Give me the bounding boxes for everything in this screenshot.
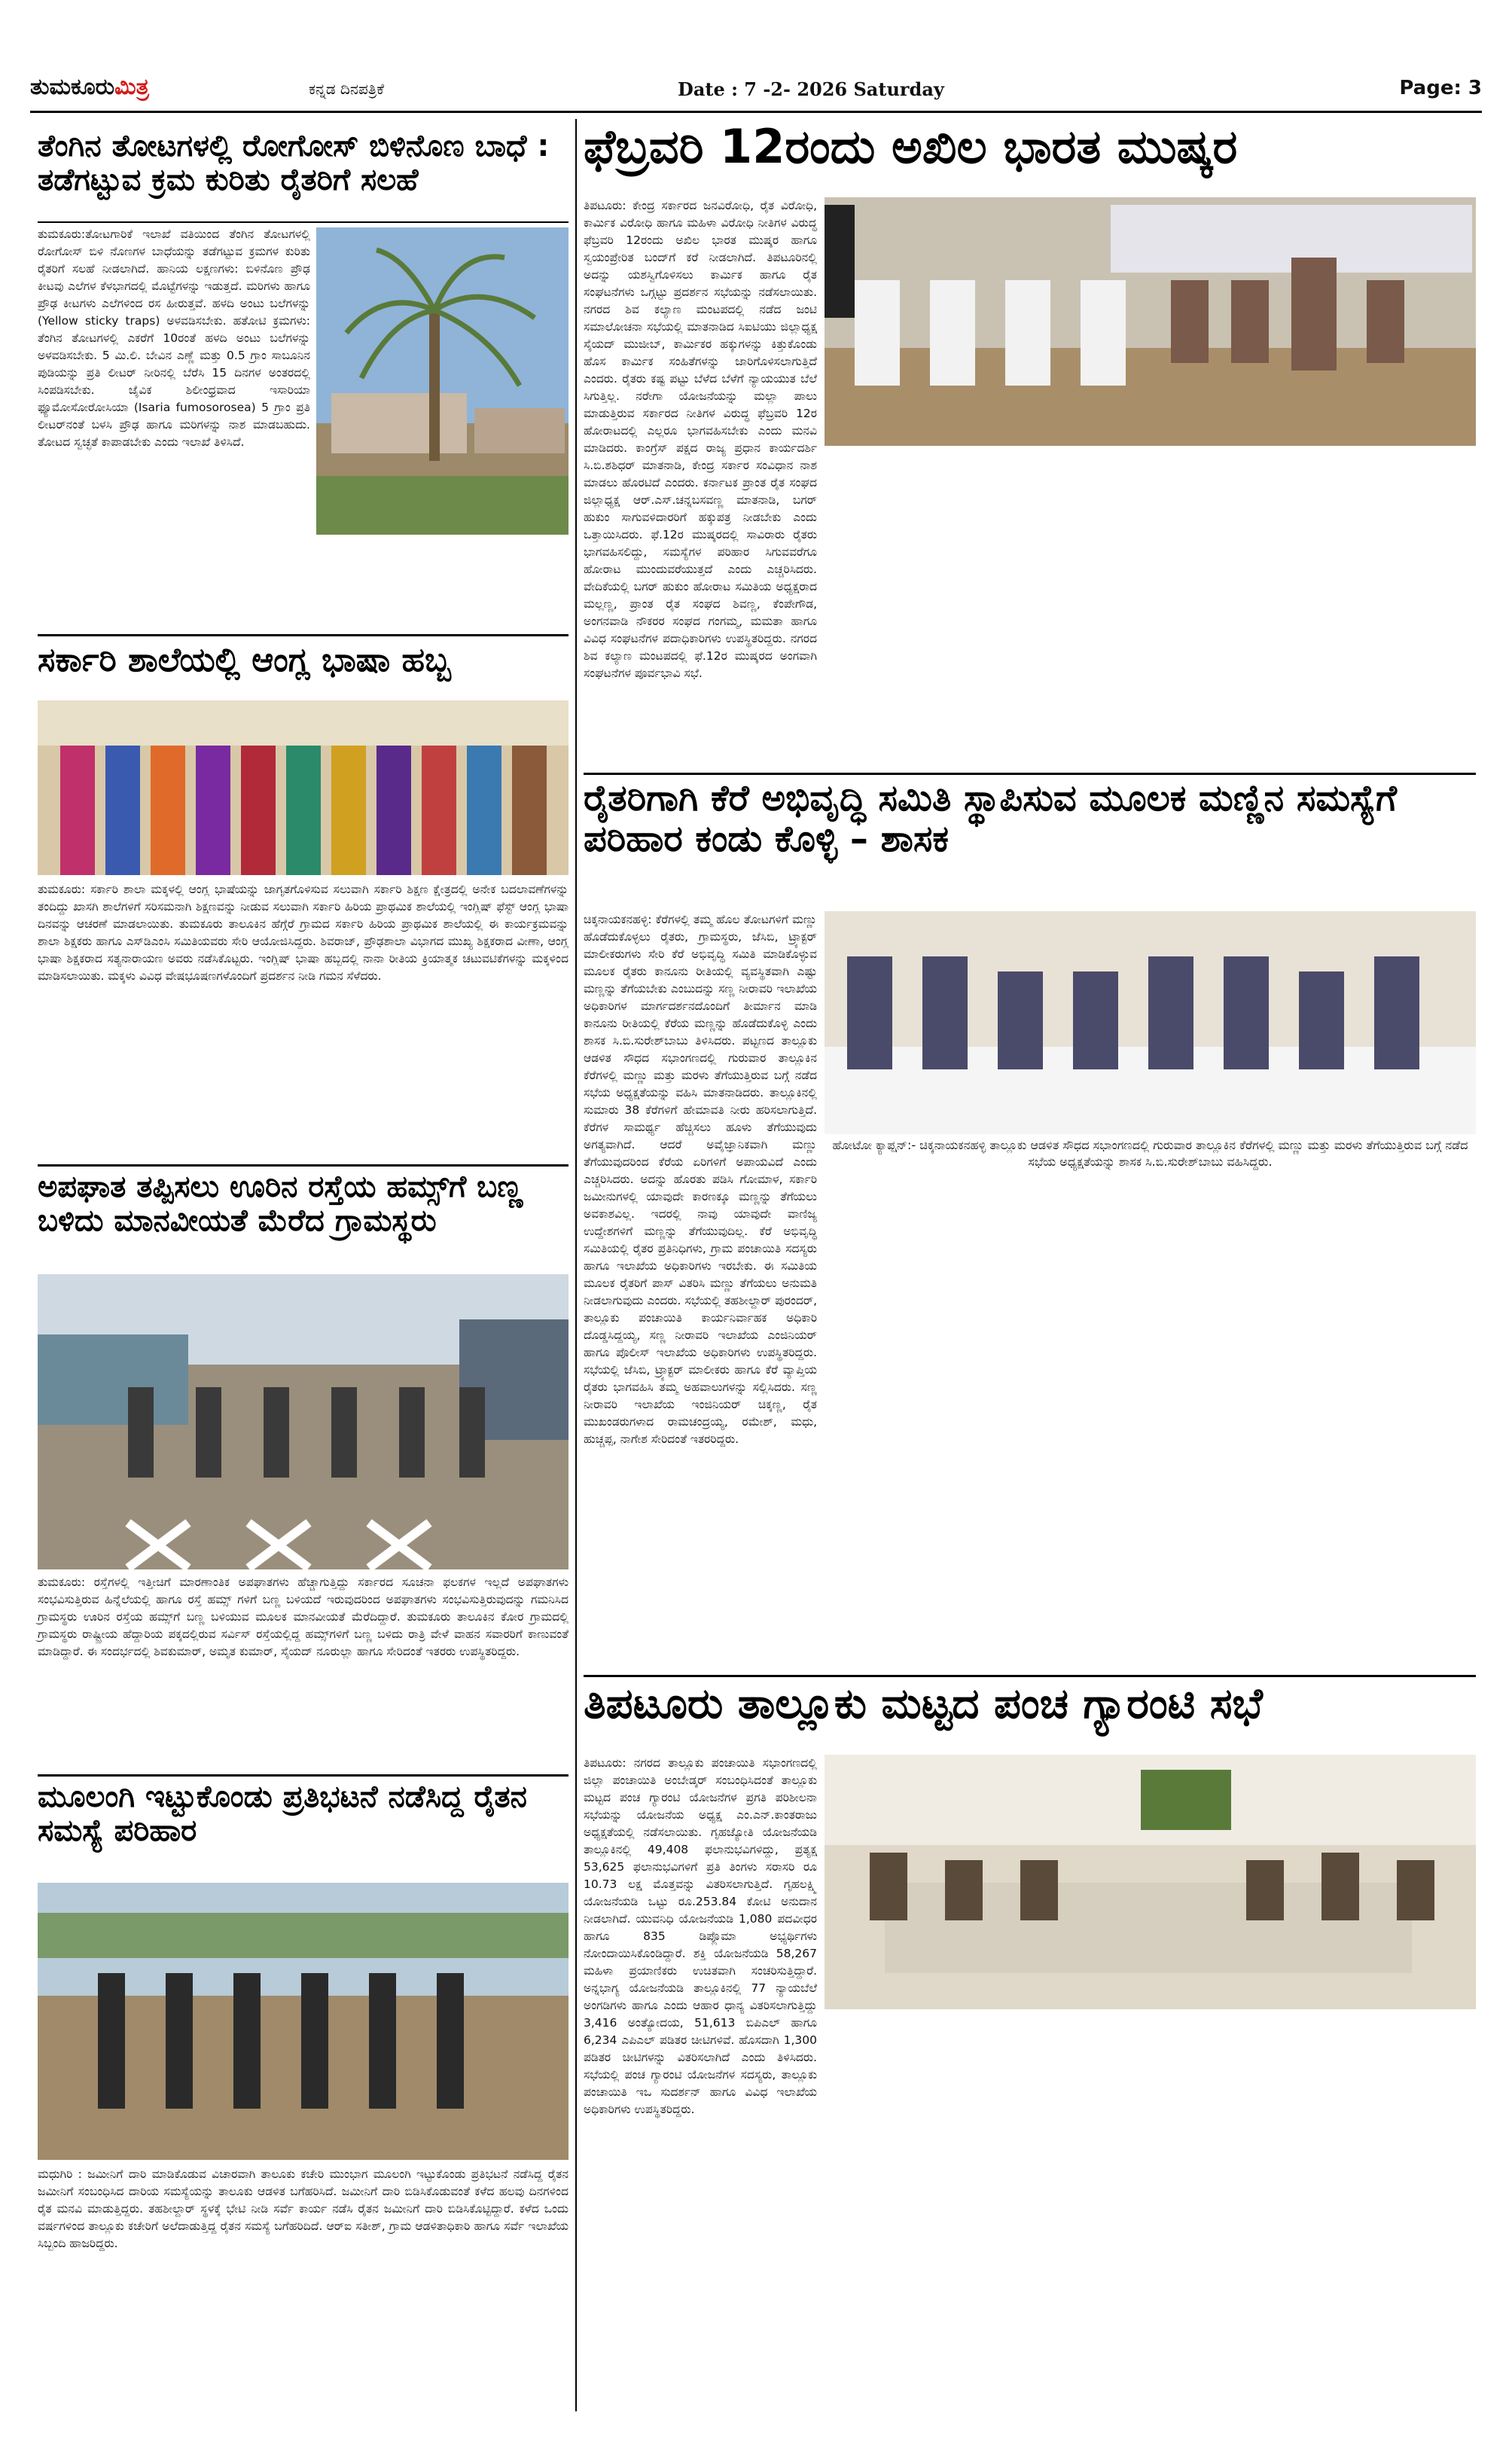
divider [38,1774,569,1777]
divider [584,773,1476,775]
divider [38,221,569,223]
coconut-headline: ತೆಂಗಿನ ತೋಟಗಳಲ್ಲಿ ರೋಗೋಸ್ ಬಿಳಿನೊಣ ಬಾಧೆ : ತಡೆಗಟ್ಟುವ ಕ್ರಮ ಕುರಿತು ರೈತರಿಗೆ ಸಲಹೆ [38,129,550,197]
tagline: ಕನ್ನಡ ದಿನಪತ್ರಿಕೆ [309,80,385,98]
strike-headline: ಫೆಬ್ರವರಿ 12ರಂದು ಅಖಿಲ ಭಾರತ ಮುಷ್ಕರ [584,119,1238,174]
road-body: ತುಮಕೂರು: ರಸ್ತೆಗಳಲ್ಲಿ ಇತ್ತೀಚಿಗೆ ಮಾರಣಾಂತಿಕ ಅಪಘಾತಗಳು ಹೆಚ್ಚಾಗುತ್ತಿದ್ದು ಸರ್ಕಾರದ ಸೂಚನಾ ಫಲಕಗಳ ಇಲ್ಲದೆ ಅಪಘಾತಗಳು ಸಂಭವಿಸುತ್ತಿರುವ ಹಿನ್ನೆಲೆಯಲ್ಲಿ ಹಾಗೂ ರಸ್ತೆ ಹಮ್ಸ್ ಗಳಿಗೆ ಬಣ್ಣ ಬಳಿಯದೆ ಇರುವುದರಿಂದ ಅಪಘಾತಗಳು ಸಂಭವಿಸುತ್ತಿರುವುದನ್ನು ಗಮನಿಸಿದ ಗ್ರಾಮಸ್ಥರು ಊರಿನ ರಸ್ತೆಯ ಹಮ್ಸ್‌ಗೆ ಬಣ್ಣ ಬಳಿಯುವ ಮೂಲಕ ಮಾನವೀಯತೆ ಮೆರೆದಿದ್ದಾರೆ. ತುಮಕೂರು ತಾಲೂಕಿನ ಕೋರ ಗ್ರಾಮದಲ್ಲಿ ಗ್ರಾಮಸ್ಥರು ರಾಷ್ಟ್ರೀಯ ಹೆದ್ದಾರಿಯ ಪಕ್ಕದಲ್ಲಿರುವ ಸರ್ವಿಸ್ ರಸ್ತೆಯಲ್ಲಿದ್ದ ಹಮ್ಸ್‌ಗಳಿಗೆ ಬಣ್ಣ ಬಳಿದು ರಾತ್ರಿ ವೇಳೆ ವಾಹನ ಸವಾರರಿಗೆ ಕಾಣುವಂತೆ ಮಾಡಿದ್ದಾರೆ. ಈ ಸಂದರ್ಭದಲ್ಲಿ ಶಿವಕುಮಾರ್, ಅಮೃತ ಕುಮಾರ್, ಸೈಯದ್ ನೂರುಲ್ಲಾ ಹಾಗೂ ಸೇರಿದಂತೆ ಇತರರು ಉಪಸ್ಥಿತರಿದ್ದರು. [38,1575,569,1658]
road-headline: ಅಪಘಾತ ತಪ್ಪಿಸಲು ಊರಿನ ರಸ್ತೆಯ ಹಮ್ಸ್‌ಗೆ ಬಣ್ಣ ಬಳಿದು ಮಾನವೀಯತೆ ಮೆರೆದ ಗ್ರಾಮಸ್ಥರು [38,1170,523,1238]
divider [584,1675,1476,1677]
lake-meeting-photo [825,911,1476,1134]
column-divider [575,119,577,2411]
radish-body: ಮಧುಗಿರಿ : ಜಮೀನಿಗೆ ದಾರಿ ಮಾಡಿಕೊಡುವ ವಿಚಾರವಾಗಿ ತಾಲೂಕು ಕಚೇರಿ ಮುಂಭಾಗ ಮೂಲಂಗಿ ಇಟ್ಟುಕೊಂಡು ಪ್ರತಿಭಟನೆ ನಡೆಸಿದ್ದ ರೈತನ ಜಮೀನಿಗೆ ಸಂಬಂಧಿಸಿದ ದಾರಿಯ ಸಮಸ್ಯೆಯನ್ನು ತಾಲೂಕು ಆಡಳಿತ ಬಗೆಹರಿಸಿದೆ. ಜಮೀನಿಗೆ ದಾರಿ ಬಿಡಿಸಿಕೊಡುವಂತೆ ಕಳೆದ ಹಲವು ದಿನಗಳಿಂದ ರೈತ ಮನವಿ ಮಾಡುತ್ತಿದ್ದರು. ತಹಶೀಲ್ದಾರ್ ಸ್ಥಳಕ್ಕೆ ಭೇಟಿ ನೀಡಿ ಸರ್ವೆ ಕಾರ್ಯ ನಡೆಸಿ ರೈತನ ಜಮೀನಿಗೆ ದಾರಿ ಬಿಡಿಸಿಕೊಟ್ಟಿದ್ದಾರೆ. ಕಳೆದ ಒಂದು ವರ್ಷಗಳಿಂದ ತಾಲ್ಲೂಕು ಕಚೇರಿಗೆ ಅಲೆದಾಡುತ್ತಿದ್ದ ರೈತನ ಸಮಸ್ಯೆ ಬಗೆಹರಿದಿದೆ. ಆರ್‌ಐ ಸತೀಶ್, ಗ್ರಾಮ ಆಡಳಿತಾಧಿಕಾರಿ ಹಾಗೂ ಸರ್ವೆ ಇಲಾಖೆಯ ಸಿಬ್ಬಂದಿ ಹಾಜರಿದ್ದರು. [38,2167,569,2250]
coconut-tree-photo [316,227,569,535]
issue-date: Date : 7 -2- 2026 Saturday [678,78,944,100]
guarantee-meeting-photo [825,1755,1476,2009]
school-headline: ಸರ್ಕಾರಿ ಶಾಲೆಯಲ್ಲಿ ಆಂಗ್ಲ ಭಾಷಾ ಹಬ್ಬ [38,641,451,679]
strike-body: ತಿಪಟೂರು: ಕೇಂದ್ರ ಸರ್ಕಾರದ ಜನವಿರೋಧಿ, ರೈತ ವಿರೋಧಿ, ಕಾರ್ಮಿಕ ವಿರೋಧಿ ಹಾಗೂ ಮಹಿಳಾ ವಿರೋಧಿ ನೀತಿಗಳ ವಿರುದ್ಧ ಫೆಬ್ರವರಿ 12ರಂದು ಅಖಿಲ ಭಾರತ ಮುಷ್ಕರ ಹಾಗೂ ಸ್ವಯಂಪ್ರೇರಿತ ಬಂದ್‌ಗೆ ಕರೆ ನೀಡಲಾಗಿದೆ. ತಿಪಟೂರಿನಲ್ಲಿ ಅದನ್ನು ಯಶಸ್ವಿಗೊಳಿಸಲು ಕಾರ್ಮಿಕ ಹಾಗೂ ರೈತ ಸಂಘಟನೆಗಳು ಒಗ್ಗಟ್ಟು ಪ್ರದರ್ಶನ ಸಭೆಯನ್ನು ನಡೆಸಲಾಯಿತು. ನಗರದ ಶಿವ ಕಲ್ಯಾಣ ಮಂಟಪದಲ್ಲಿ ನಡೆದ ಜಂಟಿ ಸಮಾಲೋಚನಾ ಸಭೆಯಲ್ಲಿ ಮಾತನಾಡಿದ ಸಿಐಟಿಯು ಜಿಲ್ಲಾಧ್ಯಕ್ಷ ಸೈಯದ್ ಮುಜೀಬ್, ಕಾರ್ಮಿಕರ ಹಕ್ಕುಗಳನ್ನು ಕಿತ್ತುಕೊಂಡು ಹೊಸ ಕಾರ್ಮಿಕ ಸಂಹಿತೆಗಳನ್ನು ಜಾರಿಗೊಳಿಸಲಾಗುತ್ತಿದೆ ಎಂದರು. ರೈತರು ಕಷ್ಟ ಪಟ್ಟು ಬೆಳೆದ ಬೆಳೆಗೆ ನ್ಯಾಯಯುತ ಬೆಲೆ ಸಿಗುತ್ತಿಲ್ಲ. ನರೇಗಾ ಯೋಜನೆಯನ್ನು ಮಲ್ಲಾ ಪಾಲು ಮಾಡುತ್ತಿರುವ ಸರ್ಕಾರದ ನೀತಿಗಳ ವಿರುದ್ಧ ಫೆಬ್ರವರಿ 12ರ ಹೋರಾಟದಲ್ಲಿ ಎಲ್ಲರೂ ಭಾಗವಹಿಸಬೇಕು ಎಂದು ಮನವಿ ಮಾಡಿದರು. ಕಾಂಗ್ರೆಸ್ ಪಕ್ಷದ ರಾಜ್ಯ ಪ್ರಧಾನ ಕಾರ್ಯದರ್ಶಿ ಸಿ.ಬಿ.ಶಶಿಧರ್ ಮಾತನಾಡಿ, ಕೇಂದ್ರ ಸರ್ಕಾರ ಸಂವಿಧಾನ ನಾಶ ಮಾಡಲು ಹೊರಟಿದೆ ಎಂದರು. ಕರ್ನಾಟಕ ಪ್ರಾಂತ ರೈತ ಸಂಘದ ಜಿಲ್ಲಾಧ್ಯಕ್ಷ ಆರ್.ಎಸ್.ಚನ್ನಬಸವಣ್ಣ ಮಾತನಾಡಿ, ಬಗರ್ ಹುಕುಂ ಸಾಗುವಳಿದಾರರಿಗೆ ಹಕ್ಕುಪತ್ರ ನೀಡಬೇಕು ಎಂದು ಒತ್ತಾಯಿಸಿದರು. ಫೆ.12ರ ಮುಷ್ಕರದಲ್ಲಿ ಸಾವಿರಾರು ರೈತರು ಭಾಗವಹಿಸಲಿದ್ದು, ಸಮಸ್ಯೆಗಳ ಪರಿಹಾರ ಸಿಗುವವರೆಗೂ ಹೋರಾಟ ಮುಂದುವರೆಯುತ್ತದೆ ಎಂದು ಎಚ್ಚರಿಸಿದರು. ವೇದಿಕೆಯಲ್ಲಿ ಬಗರ್ ಹುಕುಂ ಹೋರಾಟ ಸಮಿತಿಯ ಅಧ್ಯಕ್ಷರಾದ ಮಲ್ಲಣ್ಣ, ಪ್ರಾಂತ ರೈತ ಸಂಘದ ಶಿವಣ್ಣ, ಕೆಂಪೇಗೌಡ, ಅಂಗನವಾಡಿ ನೌಕರರ ಸಂಘದ ಗಂಗಮ್ಮ, ಮಮತಾ ಹಾಗೂ ವಿವಿಧ ಸಂಘಟನೆಗಳ ಪದಾಧಿಕಾರಿಗಳು ಉಪಸ್ಥಿತರಿದ್ದರು. ನಗರದ ಶಿವ ಕಲ್ಯಾಣ ಮಂಟಪದಲ್ಲಿ ಫೆ.12ರ ಮುಷ್ಕರದ ಅಂಗವಾಗಿ ಸಂಘಟನೆಗಳ ಪೂರ್ವಭಾವಿ ಸಭೆ. [584,199,817,680]
guarantee-headline: ತಿಪಟೂರು ತಾಲ್ಲೂಕು ಮಟ್ಟದ ಪಂಚ ಗ್ಯಾರಂಟಿ ಸಭೆ [584,1679,1263,1728]
school-students-photo [38,700,569,875]
divider [38,1164,569,1167]
lake-headline: ರೈತರಿಗಾಗಿ ಕೆರೆ ಅಭಿವೃದ್ಧಿ ಸಮಿತಿ ಸ್ಥಾಪಿಸುವ ಮೂಲಕ ಮಣ್ಣಿನ ಸಮಸ್ಯೆಗೆ ಪರಿಹಾರ ಕಂಡು ಕೊಳ್ಳಿ – ಶಾಸಕ [584,777,1397,860]
divider [38,634,569,636]
school-body: ತುಮಕೂರು: ಸರ್ಕಾರಿ ಶಾಲಾ ಮಕ್ಕಳಲ್ಲಿ ಆಂಗ್ಲ ಭಾಷೆಯನ್ನು ಜಾಗೃತಗೊಳಿಸುವ ಸಲುವಾಗಿ ಸರ್ಕಾರಿ ಶಿಕ್ಷಣ ಕ್ಷೇತ್ರದಲ್ಲಿ ಅನೇಕ ಬದಲಾವಣೆಗಳನ್ನು ತಂದಿದ್ದು ಖಾಸಗಿ ಶಾಲೆಗಳಿಗೆ ಸರಿಸಮನಾಗಿ ಶಿಕ್ಷಣವನ್ನು ನೀಡುವ ಸಲುವಾಗಿ ಸರ್ಕಾರಿ ಹಿರಿಯ ಪ್ರಾಥಮಿಕ ಶಾಲೆಯಲ್ಲಿ ಇಂಗ್ಲಿಷ್ ಫೆಸ್ಟ್ ಆಂಗ್ಲ ಭಾಷಾ ದಿನವನ್ನು ಆಚರಣೆ ಮಾಡಲಾಯಿತು. ತುಮಕೂರು ತಾಲೂಕಿನ ಹೆಗ್ಗೆರೆ ಗ್ರಾಮದ ಸರ್ಕಾರಿ ಹಿರಿಯ ಪ್ರಾಥಮಿಕ ಶಾಲೆಯಲ್ಲಿ ಈ ಕಾರ್ಯಕ್ರಮವನ್ನು ಶಾಲಾ ಶಿಕ್ಷಕರು ಹಾಗೂ ಎಸ್‌ಡಿಎಂಸಿ ಸಮಿತಿಯವರು ಸೇರಿ ಆಯೋಜಿಸಿದ್ದರು. ಶಿವರಾಜ್, ಪ್ರೌಢಶಾಲಾ ವಿಭಾಗದ ಮುಖ್ಯ ಶಿಕ್ಷಕರಾದ ವೀಣಾ, ಆಂಗ್ಲ ಭಾಷಾ ಶಿಕ್ಷಕರಾದ ಸತ್ಯನಾರಾಯಣ ಅವರು ನಡೆಸಿಕೊಟ್ಟರು. ಇಂಗ್ಲಿಷ್ ಭಾಷಾ ಹಬ್ಬದಲ್ಲಿ ನಾನಾ ರೀತಿಯ ಕ್ರಿಯಾತ್ಮಕ ಚಟುವಟಿಕೆಗಳನ್ನು ಮಕ್ಕಳಿಂದ ಮಾಡಿಸಲಾಯಿತು. ಮಕ್ಕಳು ವಿವಿಧ ವೇಷಭೂಷಣಗಳೊಂದಿಗೆ ಪ್ರದರ್ಶನ ನೀಡಿ ಗಮನ ಸೆಳೆದರು. [38,883,569,983]
coconut-body: ತುಮಕೂರು:ತೋಟಗಾರಿಕೆ ಇಲಾಖೆ ವತಿಯಿಂದ ತೆಂಗಿನ ತೋಟಗಳಲ್ಲಿ ರೋಗೋಸ್ ಬಿಳಿ ನೊಣಗಳ ಬಾಧೆಯನ್ನು ತಡೆಗಟ್ಟುವ ಕ್ರಮಗಳ ಕುರಿತು ರೈತರಿಗೆ ಸಲಹೆ ನೀಡಲಾಗಿದೆ. ಹಾನಿಯ ಲಕ್ಷಣಗಳು: ಬಿಳಿನೊಣ ಪ್ರೌಢ ಕೀಟವು ಎಲೆಗಳ ಕೆಳಭಾಗದಲ್ಲಿ ಮೊಟ್ಟೆಗಳನ್ನು ಇಡುತ್ತದೆ. ಮರಿಗಳು ಹಾಗೂ ಪ್ರೌಢ ಕೀಟಗಳು ಎಲೆಗಳಿಂದ ರಸ ಹೀರುತ್ತವೆ. ಹಳದಿ ಅಂಟು ಬಲೆಗಳನ್ನು (Yellow sticky traps) ಅಳವಡಿಸಬೇಕು. ಹತೋಟಿ ಕ್ರಮಗಳು: ತೆಂಗಿನ ತೋಟಗಳಲ್ಲಿ ಎಕರೆಗೆ 10ರಂತೆ ಹಳದಿ ಅಂಟು ಬಲೆಗಳನ್ನು ಅಳವಡಿಸಬೇಕು. 5 ಮಿ.ಲಿ. ಬೇವಿನ ಎಣ್ಣೆ ಮತ್ತು 0.5 ಗ್ರಾಂ ಸಾಬೂನಿನ ಪುಡಿಯನ್ನು ಪ್ರತಿ ಲೀಟರ್ ನೀರಿನಲ್ಲಿ ಬೆರೆಸಿ 15 ದಿನಗಳ ಅಂತರದಲ್ಲಿ ಸಿಂಪಡಿಸಬೇಕು. ಜೈವಿಕ ಶಿಲೀಂಧ್ರವಾದ ಇಸಾರಿಯಾ ಫ್ಯೂಮೋಸೋರೋಸಿಯಾ (Isaria fumosorosea) 5 ಗ್ರಾಂ ಪ್ರತಿ ಲೀಟರ್‌ನಂತೆ ಬಳಸಿ ಪ್ರೌಢ ಹಾಗೂ ಮರಿಗಳನ್ನು ನಾಶ ಮಾಡಬಹುದು. ತೋಟದ ಸ್ವಚ್ಛತೆ ಕಾಪಾಡಬೇಕು ಎಂದು ಇಲಾಖೆ ತಿಳಿಸಿದೆ. [38,227,310,449]
guarantee-body: ತಿಪಟೂರು: ನಗರದ ತಾಲ್ಲೂಕು ಪಂಚಾಯಿತಿ ಸಭಾಂಗಣದಲ್ಲಿ ಜಿಲ್ಲಾ ಪಂಚಾಯಿತಿ ಅಂಬೇಡ್ಕರ್ ಸಂಬಂಧಿಸಿದಂತೆ ತಾಲ್ಲೂಕು ಮಟ್ಟದ ಪಂಚ ಗ್ಯಾರಂಟಿ ಯೋಜನೆಗಳ ಪ್ರಗತಿ ಪರಿಶೀಲನಾ ಸಭೆಯನ್ನು ಯೋಜನೆಯ ಅಧ್ಯಕ್ಷ ಎಂ.ಎನ್.ಕಾಂತರಾಜು ಅಧ್ಯಕ್ಷತೆಯಲ್ಲಿ ನಡೆಸಲಾಯಿತು. ಗೃಹಜ್ಯೋತಿ ಯೋಜನೆಯಡಿ ತಾಲ್ಲೂಕಿನಲ್ಲಿ 49,408 ಫಲಾನುಭವಿಗಳಿದ್ದು, ಪ್ರತ್ಯಕ್ಷ 53,625 ಫಲಾನುಭವಿಗಳಿಗೆ ಪ್ರತಿ ತಿಂಗಳು ಸರಾಸರಿ ರೂ 10.73 ಲಕ್ಷ ಮೊತ್ತವನ್ನು ವಿತರಿಸಲಾಗುತ್ತಿದೆ. ಗೃಹಲಕ್ಷ್ಮಿ ಯೋಜನೆಯಡಿ ಒಟ್ಟು ರೂ.253.84 ಕೋಟಿ ಅನುದಾನ ನೀಡಲಾಗಿದೆ. ಯುವನಿಧಿ ಯೋಜನೆಯಡಿ 1,080 ಪದವೀಧರ ಹಾಗೂ 835 ಡಿಪ್ಲೊಮಾ ಅಭ್ಯರ್ಥಿಗಳು ನೋಂದಾಯಿಸಿಕೊಂಡಿದ್ದಾರೆ. ಶಕ್ತಿ ಯೋಜನೆಯಡಿ 58,267 ಮಹಿಳಾ ಪ್ರಯಾಣಿಕರು ಉಚಿತವಾಗಿ ಸಂಚರಿಸುತ್ತಿದ್ದಾರೆ. ಅನ್ನಭಾಗ್ಯ ಯೋಜನೆಯಡಿ ತಾಲ್ಲೂಕಿನಲ್ಲಿ 77 ನ್ಯಾಯಬೆಲೆ ಅಂಗಡಿಗಳು ಹಾಗೂ ಎಂದು ಆಹಾರ ಧಾನ್ಯ ವಿತರಿಸಲಾಗುತ್ತಿದ್ದು 3,416 ಅಂತ್ಯೋದಯ, 51,613 ಬಿಪಿಎಲ್ ಹಾಗೂ 6,234 ಎಪಿಎಲ್ ಪಡಿತರ ಚೀಟಿಗಳಿವೆ. ಹೊಸದಾಗಿ 1,300 ಪಡಿತರ ಚೀಟಿಗಳನ್ನು ವಿತರಿಸಲಾಗಿದೆ ಎಂದು ತಿಳಿಸಿದರು. ಸಭೆಯಲ್ಲಿ ಪಂಚ ಗ್ಯಾರಂಟಿ ಯೋಜನೆಗಳ ಸದಸ್ಯರು, ತಾಲ್ಲೂಕು ಪಂಚಾಯಿತಿ ಇಒ ಸುದರ್ಶನ್ ಹಾಗೂ ವಿವಿಧ ಇಲಾಖೆಯ ಅಧಿಕಾರಿಗಳು ಉಪಸ್ಥಿತರಿದ್ದರು. [584,1756,817,2116]
page-number: Page: 3 [1399,77,1482,99]
lake-body: ಚಿಕ್ಕನಾಯಕನಹಳ್ಳಿ: ಕೆರೆಗಳಲ್ಲಿ ತಮ್ಮ ಹೊಲ ತೋಟಗಳಿಗೆ ಮಣ್ಣು ಹೊಡೆದುಕೊಳ್ಳಲು ರೈತರು, ಗ್ರಾಮಸ್ಥರು, ಜೆಸಿಬಿ, ಟ್ರ್ಯಾಕ್ಟರ್ ಮಾಲೀಕರುಗಳು ಸೇರಿ ಕೆರೆ ಅಭಿವೃದ್ಧಿ ಸಮಿತಿ ಮಾಡಿಕೊಳ್ಳುವ ಮೂಲಕ ರೈತರು ಕಾನೂನು ರೀತಿಯಲ್ಲಿ ವ್ಯವಸ್ಥಿತವಾಗಿ ಎಷ್ಟು ಮಣ್ಣನ್ನು ತೆಗೆಯಬೇಕು ಎಂಬುದನ್ನು ಸಣ್ಣ ನೀರಾವರಿ ಇಲಾಖೆಯ ಅಧಿಕಾರಿಗಳ ಮಾರ್ಗದರ್ಶನದೊಂದಿಗೆ ತೀರ್ಮಾನ ಮಾಡಿ ಕಾನೂನು ರೀತಿಯಲ್ಲಿ ಕೆರೆಯ ಮಣ್ಣನ್ನು ಹೊಡೆದುಕೊಳ್ಳಿ ಎಂದು ಶಾಸಕ ಸಿ.ಬಿ.ಸುರೇಶ್‌ಬಾಬು ತಿಳಿಸಿದರು. ಪಟ್ಟಣದ ತಾಲ್ಲೂಕು ಆಡಳಿತ ಸೌಧದ ಸಭಾಂಗಣದಲ್ಲಿ ಗುರುವಾರ ತಾಲ್ಲೂಕಿನ ಕೆರೆಗಳಲ್ಲಿ ಮಣ್ಣು ಮತ್ತು ಮರಳು ತೆಗೆಯುತ್ತಿರುವ ಬಗ್ಗೆ ನಡೆದ ಸಭೆಯ ಅಧ್ಯಕ್ಷತೆಯನ್ನು ವಹಿಸಿ ಮಾತನಾಡಿದರು. ತಾಲ್ಲೂಕಿನಲ್ಲಿ ಸುಮಾರು 38 ಕೆರೆಗಳಿಗೆ ಹೇಮಾವತಿ ನೀರು ಹರಿಸಲಾಗುತ್ತಿದೆ. ಕೆರೆಗಳ ಸಾಮರ್ಥ್ಯ ಹೆಚ್ಚಿಸಲು ಹೂಳು ತೆಗೆಯುವುದು ಅಗತ್ಯವಾಗಿದೆ. ಆದರೆ ಅವೈಜ್ಞಾನಿಕವಾಗಿ ಮಣ್ಣು ತೆಗೆಯುವುದರಿಂದ ಕೆರೆಯ ಏರಿಗಳಿಗೆ ಅಪಾಯವಿದೆ ಎಂದು ಎಚ್ಚರಿಸಿದರು. ಅದನ್ನು ಹೊರತು ಪಡಿಸಿ ಗೋಮಾಳ, ಸರ್ಕಾರಿ ಜಮೀನುಗಳಲ್ಲಿ ಯಾವುದೇ ಕಾರಣಕ್ಕೂ ಮಣ್ಣನ್ನು ತೆಗೆಯಲು ಅವಕಾಶವಿಲ್ಲ. ಇದರಲ್ಲಿ ನಾವು ಯಾವುದೇ ವಾಣಿಜ್ಯ ಉದ್ದೇಶಗಳಿಗೆ ಮಣ್ಣನ್ನು ತೆಗೆಯುವುದಿಲ್ಲ. ಕೆರೆ ಅಭಿವೃದ್ಧಿ ಸಮಿತಿಯಲ್ಲಿ ರೈತರ ಪ್ರತಿನಿಧಿಗಳು, ಗ್ರಾಮ ಪಂಚಾಯಿತಿ ಸದಸ್ಯರು ಹಾಗೂ ಇಲಾಖೆಯ ಅಧಿಕಾರಿಗಳು ಇರಬೇಕು. ಈ ಸಮಿತಿಯ ಮೂಲಕ ರೈತರಿಗೆ ಪಾಸ್ ವಿತರಿಸಿ ಮಣ್ಣು ತೆಗೆಯಲು ಅನುಮತಿ ನೀಡಲಾಗುವುದು ಎಂದರು. ಸಭೆಯಲ್ಲಿ ತಹಶೀಲ್ದಾರ್ ಪುರಂದರ್, ತಾಲ್ಲೂಕು ಪಂಚಾಯಿತಿ ಕಾರ್ಯನಿರ್ವಾಹಕ ಅಧಿಕಾರಿ ದೊಡ್ಡಸಿದ್ದಯ್ಯ, ಸಣ್ಣ ನೀರಾವರಿ ಇಲಾಖೆಯ ಎಂಜಿನಿಯರ್ ಹಾಗೂ ಪೊಲೀಸ್ ಇಲಾಖೆಯ ಅಧಿಕಾರಿಗಳು ಉಪಸ್ಥಿತರಿದ್ದರು. ಸಭೆಯಲ್ಲಿ ಜೆಸಿಬಿ, ಟ್ರ್ಯಾಕ್ಟರ್ ಮಾಲೀಕರು ಹಾಗೂ ಕೆರೆ ವ್ಯಾಪ್ತಿಯ ರೈತರು ಭಾಗವಹಿಸಿ ತಮ್ಮ ಅಹವಾಲುಗಳನ್ನು ಸಲ್ಲಿಸಿದರು. ಸಣ್ಣ ನೀರಾವರಿ ಇಲಾಖೆಯ ಇಂಜಿನಿಯರ್ ಚಿಕ್ಕಣ್ಣ, ರೈತ ಮುಖಂಡರುಗಳಾದ ರಾಮಚಂದ್ರಯ್ಯ, ರಮೇಶ್, ಮಧು, ಹುಚ್ಚಪ್ಪ, ನಾಗೇಶ ಸೇರಿದಂತೆ ಇತರರಿದ್ದರು. [584,913,817,1446]
masthead [30,69,1482,113]
newspaper-logo: ತುಮಕೂರುಮಿತ್ರ [30,74,149,100]
radish-headline: ಮೂಲಂಗಿ ಇಟ್ಟುಕೊಂಡು ಪ್ರತಿಭಟನೆ ನಡೆಸಿದ್ದ ರೈತನ ಸಮಸ್ಯೆ ಪರಿಹಾರ [38,1780,527,1848]
road-hump-painting-photo [38,1274,569,1569]
lake-photo-caption: ಹೋಟೋ ಕ್ಯಾಪ್ಷನ್:- ಚಿಕ್ಕನಾಯಕನಹಳ್ಳಿ ತಾಲ್ಲೂಕು ಆಡಳಿತ ಸೌಧದ ಸಭಾಂಗಣದಲ್ಲಿ ಗುರುವಾರ ತಾಲ್ಲೂಕಿನ ಕೆರೆಗಳಲ್ಲಿ ಮಣ್ಣು ಮತ್ತು ಮರಳು ತೆಗೆಯುತ್ತಿರುವ ಬಗ್ಗೆ ನಡೆದ ಸಭೆಯ ಅಧ್ಯಕ್ಷತೆಯನ್ನು ಶಾಸಕ ಸಿ.ಬಿ.ಸುರೇಶ್‌ಬಾಬು ವಹಿಸಿದ್ದರು. [832,1138,1468,1169]
radish-protest-photo [38,1883,569,2160]
strike-meeting-photo [825,197,1476,446]
